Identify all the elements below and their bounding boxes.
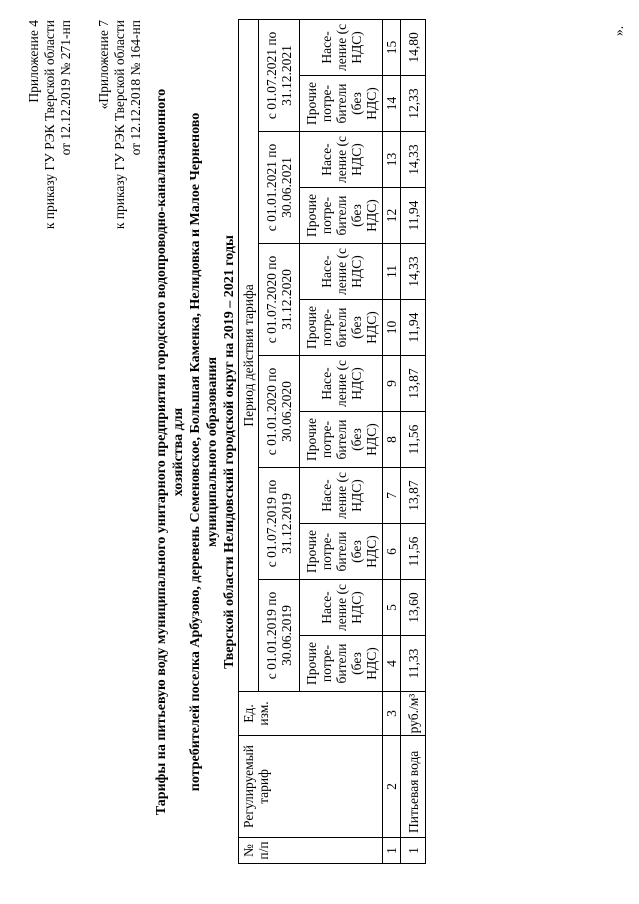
column-number: 7 [383,468,401,524]
appendix-4-line: Приложение 4 [26,20,41,103]
tariff-value: 14,33 [401,244,426,300]
column-number: 13 [383,132,401,188]
other-consumers-header: Прочие потре- бители (без НДС) [300,412,383,468]
other-consumers-header: Прочие потре- бители (без НДС) [300,300,383,356]
tariff-value: 11,94 [401,300,426,356]
column-number: 2 [383,736,401,838]
other-consumers-header: Прочие потре- бители (без НДС) [300,76,383,132]
tariff-value: 12,33 [401,76,426,132]
period-cell: с 01.01.2021 по 30.06.2021 [259,132,300,244]
header-unit: Ед. изм. [239,692,383,736]
column-number: 15 [383,19,401,75]
appendix-4-line: к приказу ГУ РЭК Тверской области [42,20,57,230]
tariff-value: 11,33 [401,636,426,692]
column-number-row [383,19,401,863]
column-number: 12 [383,188,401,244]
period-cell: с 01.07.2020 по 31.12.2020 [259,244,300,356]
column-number: 11 [383,244,401,300]
other-consumers-header: Прочие потре- бители (без НДС) [300,636,383,692]
tariff-value: 13,87 [401,356,426,412]
column-number: 1 [383,838,401,864]
period-cell: с 01.01.2020 по 30.06.2020 [259,356,300,468]
tariff-value: 14,33 [401,132,426,188]
population-header: Насе- ление (с НДС) [300,580,383,636]
population-header: Насе- ление (с НДС) [300,132,383,188]
population-header: Насе- ление (с НДС) [300,468,383,524]
other-consumers-header: Прочие потре- бители (без НДС) [300,524,383,580]
table-row [401,19,426,863]
appendix-4-reference [26,20,74,229]
column-number: 5 [383,580,401,636]
population-header: Насе- ление (с НДС) [300,244,383,300]
title-line: Тверской области Нелидовский городской округ на 2019 – 2021 годы [222,235,237,669]
column-number: 9 [383,356,401,412]
column-number: 10 [383,300,401,356]
tariff-value: 13,87 [401,468,426,524]
row-number: 1 [401,838,426,864]
appendix-7-line: «Приложение 7 [96,20,111,110]
header-row [239,19,259,863]
column-number: 6 [383,524,401,580]
tariff-value: 11,56 [401,412,426,468]
appendix-7-reference [96,20,144,229]
population-header: Насе- ление (с НДС) [300,356,383,412]
column-number: 8 [383,412,401,468]
document-title [153,64,238,840]
appendix-7-line: к приказу ГУ РЭК Тверской области [112,20,127,230]
header-period: Период действия тарифа [239,19,259,691]
period-cell: с 01.07.2021 по 31.12.2021 [259,19,300,131]
header-tariff: Регулируемый тариф [239,736,383,838]
column-number: 3 [383,692,401,736]
tariff-value: 13,60 [401,580,426,636]
tariff-value: 11,94 [401,188,426,244]
tariff-value: 11,56 [401,524,426,580]
other-consumers-header: Прочие потре- бители (без НДС) [300,188,383,244]
tariff-value: 14,80 [401,19,426,75]
title-line: Тарифы на питьевую воду муниципального унитарного предприятия городского водопроводно-канализационного хозяйства для [154,88,186,816]
column-number: 14 [383,76,401,132]
row-unit: руб./м³ [401,692,426,736]
appendix-7-line: от 12.12.2018 № 164-нп [128,20,143,156]
period-cell: с 01.07.2019 по 31.12.2019 [259,468,300,580]
appendix-4-line: от 12.12.2019 № 271-нп [58,20,73,156]
column-number: 4 [383,636,401,692]
period-cell: с 01.01.2019 по 30.06.2019 [259,580,300,692]
title-line: потребителей поселка Арбузово, деревень Семеновское, Большая Каменка, Нелидовка и Малое Черненово муниципального образования [188,112,220,792]
closing-quote: ». [611,25,626,36]
population-header: Насе- ление (с НДС) [300,19,383,75]
header-number: № п/п [239,838,383,864]
tariff-table [238,19,426,864]
row-tariff-name: Питьевая вода [401,736,426,838]
